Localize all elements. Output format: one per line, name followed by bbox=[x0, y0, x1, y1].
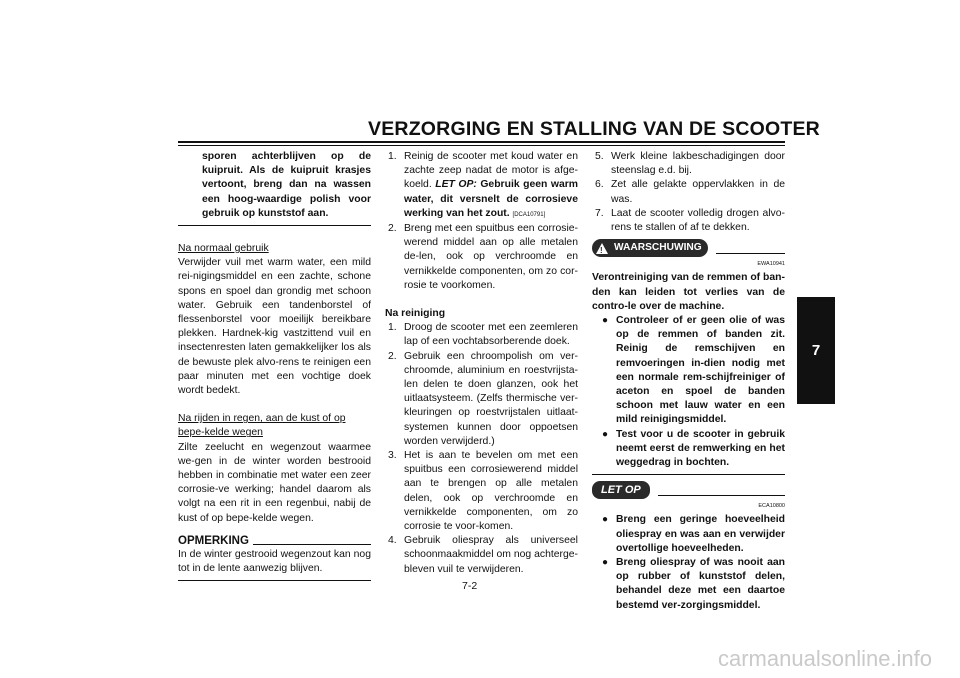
warning-end-rule bbox=[592, 474, 785, 475]
bullet-icon: ● bbox=[602, 315, 609, 327]
finish-steps bbox=[592, 150, 785, 235]
list-item: 1. Droog de scooter met een zeemleren lap of een vochtabsorberende doek. bbox=[388, 322, 578, 348]
list-item: ● Test voor u de scooter in gebruik neemt eerst de remwerking en het weggedrag in bochten. bbox=[602, 428, 785, 469]
list-item: ● Breng een geringe hoeveelheid oliespray en was aan en verwijder overtollige hoeveelheden. bbox=[602, 514, 785, 554]
warning-badge: ! WAARSCHUWING bbox=[592, 239, 708, 257]
rain-heading: Na rijden in regen, aan de kust of op bepe-kelde wegen bbox=[178, 413, 346, 439]
header-rule-thin bbox=[178, 145, 785, 146]
note-label: OPMERKING bbox=[178, 534, 249, 547]
page-number: 7-2 bbox=[462, 580, 478, 592]
notice-continuation: sporen achterblijven op de kuipruit. Als de kuipruit krasjes vertoont, breng dan na wassen een hoog-waardige polish voor gebruik op kunststof aan. bbox=[202, 151, 371, 219]
wash-steps bbox=[385, 150, 578, 293]
list-item: 4. Gebruik oliespray als universeel schoonmaakmiddel om nog achterge-bleven vuil te verwijderen. bbox=[388, 535, 578, 575]
list-item: ● Breng oliespray of was nooit aan op rubber of kunststof delen, behandel deze met een daartoe bestemd ver-zorgingsmiddel. bbox=[602, 557, 785, 611]
list-item: 2. Gebruik een chroompolish om ver-chroomde, aluminium en roestvrijsta-len delen te doen glanzen, ook het uitlaatsysteem. (Zelfs thermische ver-kleuringen op roestvrijstalen uitlaat-systemen kunnen door oppoetsen worden verwijderd.) bbox=[388, 350, 578, 447]
bullet-icon: ● bbox=[602, 428, 609, 440]
list-item: ● Controleer of er geen olie of was op de remmen of banden zit. Reinig de remschijven en remvoeringen in-dien nodig met een normale rem-schijfreiniger of aceton en spoel de banden schoon met lauw water en een mild reinigingsmiddel. bbox=[602, 315, 785, 426]
warning-bullets bbox=[592, 314, 785, 470]
page-title: VERZORGING EN STALLING VAN DE SCOOTER bbox=[368, 118, 820, 140]
normal-use-heading: Na normaal gebruik bbox=[178, 243, 269, 255]
caution-code: ECA10800 bbox=[758, 503, 785, 510]
list-item: 3. Het is aan te bevelen om met een spuitbus een corrosiewerend middel aan te brengen op alle metalen delen, ook op verchroomde en vernikkelde componenten, om zo corrosie te voor-komen. bbox=[388, 450, 578, 533]
after-cleaning-heading: Na reiniging bbox=[385, 308, 446, 320]
list-item: 2. Breng met een spuitbus een corrosie-werend middel aan op alle metalen de-len, ook op verchroomde en vernikkelde componenten, om zo cor-rosie te voorkomen. bbox=[388, 223, 578, 291]
notice-end-rule bbox=[178, 225, 371, 226]
list-item: 7. Laat de scooter volledig drogen alvo-rens te stallen of af te dekken. bbox=[595, 207, 785, 234]
rain-text: Zilte zeelucht en wegenzout waarmee we-gen in de winter worden bestrooid hebben in combinatie met water een zeer corrosie-ve werking; handel daarom als volgt na een rit in een regenbui, nabij de kust of op bepe-kelde wegen. bbox=[178, 441, 371, 524]
caution-bullets bbox=[592, 513, 785, 612]
column-right bbox=[592, 150, 785, 613]
normal-use-text: Verwijder vuil met warm water, een mild rei-nigingsmiddel en een zachte, schone spons en spoel dan grondig met schoon water. Gebruik een tandenborstel of flessenborstel voor moeilijk bereikbare plekken. Hardnek-kig vastzittend vuil en insectenresten laten gemakkelijker los als de bewuste plek alvo-rens te reinigen een paar minuten met een vochtige doek wordt bedekt. bbox=[178, 257, 371, 397]
bullet-icon: ● bbox=[602, 557, 609, 569]
column-middle bbox=[385, 150, 578, 577]
note-end-rule bbox=[178, 580, 371, 581]
caution-header bbox=[592, 481, 785, 499]
reference-code: [DCA10791] bbox=[512, 211, 546, 218]
watermark: carmanualsonline.info bbox=[718, 646, 933, 671]
column-left bbox=[178, 150, 371, 581]
list-item: 5. Werk kleine lakbeschadigingen door steenslag e.d. bij. bbox=[595, 151, 785, 177]
header-rule bbox=[178, 141, 785, 143]
warning-intro: Verontreiniging van de remmen of ban-den kan leiden tot verlies van de contro-le over de machine. bbox=[592, 272, 785, 312]
warning-code: EWA10941 bbox=[757, 261, 785, 268]
after-cleaning-steps bbox=[385, 321, 578, 577]
note-text: In de winter gestrooid wegenzout kan nog tot in de lente aanwezig blijven. bbox=[178, 549, 371, 575]
note-header bbox=[178, 534, 371, 548]
list-item: 6. Zet alle gelakte oppervlakken in de was. bbox=[595, 179, 785, 205]
warning-icon: ! bbox=[596, 243, 608, 254]
bullet-icon: ● bbox=[602, 514, 609, 526]
caution-badge: LET OP bbox=[592, 481, 650, 499]
warning-header bbox=[592, 239, 785, 257]
chapter-tab: 7 bbox=[797, 297, 835, 404]
list-item: 1. Reinig de scooter met koud water en zachte zeep nadat de motor is afge-koeld. LET OP: Gebruik geen warm water, dit versnelt de corrosieve werking van het zout. [DCA10791] bbox=[388, 151, 579, 219]
